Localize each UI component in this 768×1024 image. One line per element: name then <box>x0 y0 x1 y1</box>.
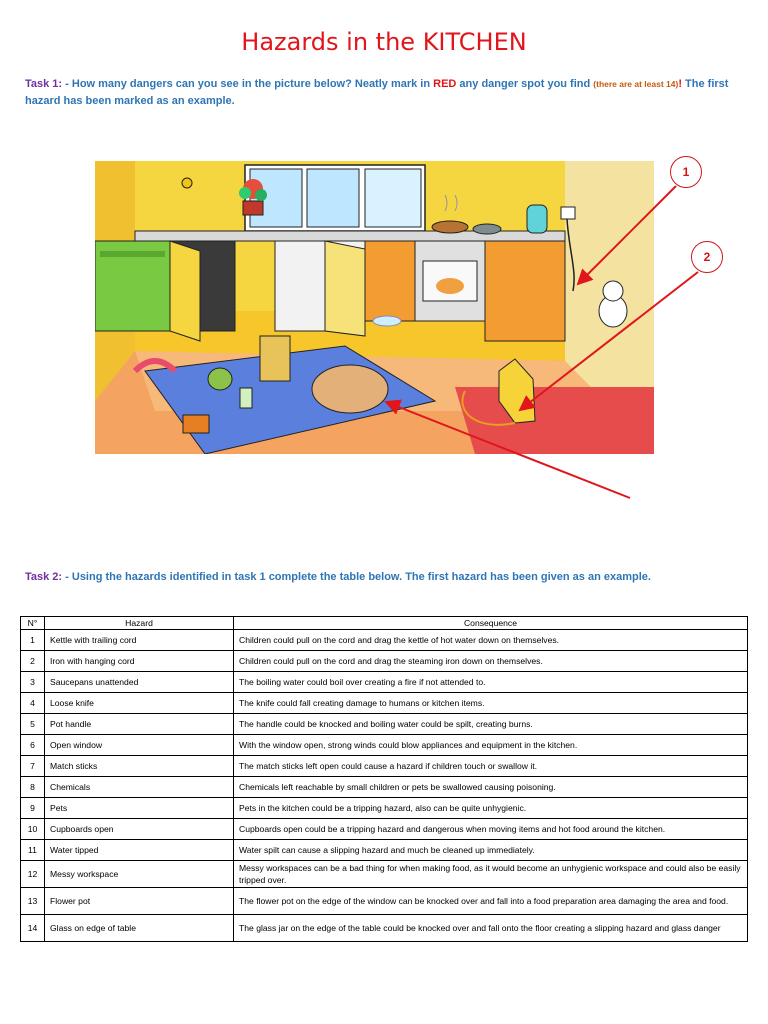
table-row <box>21 798 748 819</box>
row-number: 10 <box>21 819 45 840</box>
row-consequence: With the window open, strong winds could blow appliances and equipment in the kitchen. <box>234 735 748 756</box>
callout-1: 1 <box>670 156 702 188</box>
task-1-text-c: The first hazard has been marked as an example. <box>25 78 729 107</box>
task-1-text-b: any danger spot you find <box>456 78 594 90</box>
header-number: N° <box>21 617 45 630</box>
row-consequence: The knife could fall creating damage to humans or kitchen items. <box>234 693 748 714</box>
row-hazard: Loose knife <box>45 693 234 714</box>
row-number: 7 <box>21 756 45 777</box>
task-1-instructions <box>25 76 743 110</box>
row-consequence: The match sticks left open could cause a hazard if children touch or swallow it. <box>234 756 748 777</box>
table-row <box>21 735 748 756</box>
task-2-instructions <box>25 569 743 586</box>
row-hazard: Match sticks <box>45 756 234 777</box>
task-1-exclamation: ! <box>678 78 682 90</box>
row-consequence: Cupboards open could be a tripping hazard and dangerous when moving items and hot food around the kitchen. <box>234 819 748 840</box>
row-number: 2 <box>21 651 45 672</box>
table-row <box>21 693 748 714</box>
task-2-label: Task 2: <box>25 571 63 583</box>
row-number: 9 <box>21 798 45 819</box>
row-hazard: Chemicals <box>45 777 234 798</box>
task-1-text-a: - How many dangers can you see in the picture below? Neatly mark in <box>62 78 434 90</box>
table-row <box>21 756 748 777</box>
row-consequence: The boiling water could boil over creating a fire if not attended to. <box>234 672 748 693</box>
row-hazard: Iron with hanging cord <box>45 651 234 672</box>
task-1-red-word: RED <box>433 78 457 90</box>
table-row <box>21 630 748 651</box>
row-number: 6 <box>21 735 45 756</box>
row-consequence: Children could pull on the cord and drag the kettle of hot water down on themselves. <box>234 630 748 651</box>
row-number: 14 <box>21 915 45 942</box>
row-hazard: Kettle with trailing cord <box>45 630 234 651</box>
row-number: 11 <box>21 840 45 861</box>
row-consequence: Messy workspaces can be a bad thing for when making food, as it would become an unhygienic workspace and could also be easily tripped over. <box>234 861 748 888</box>
row-hazard: Pets <box>45 798 234 819</box>
table-row <box>21 777 748 798</box>
row-consequence: The handle could be knocked and boiling water could be spilt, creating burns. <box>234 714 748 735</box>
row-hazard: Pot handle <box>45 714 234 735</box>
row-hazard: Cupboards open <box>45 819 234 840</box>
table-row <box>21 714 748 735</box>
row-number: 1 <box>21 630 45 651</box>
row-hazard: Flower pot <box>45 888 234 915</box>
hazard-table <box>20 616 748 942</box>
row-consequence: The glass jar on the edge of the table could be knocked over and fall onto the floor creating a slipping hazard and glass danger <box>234 915 748 942</box>
row-number: 5 <box>21 714 45 735</box>
table-row <box>21 651 748 672</box>
table-row <box>21 840 748 861</box>
row-consequence: Chemicals left reachable by small children or pets be swallowed causing poisoning. <box>234 777 748 798</box>
row-number: 3 <box>21 672 45 693</box>
row-hazard: Glass on edge of table <box>45 915 234 942</box>
callout-2: 2 <box>691 241 723 273</box>
header-consequence: Consequence <box>234 617 748 630</box>
task-1-note: (there are at least 14) <box>593 79 679 89</box>
kitchen-illustration <box>95 161 654 454</box>
row-hazard: Messy workspace <box>45 861 234 888</box>
table-row <box>21 672 748 693</box>
cat <box>599 281 627 327</box>
row-number: 13 <box>21 888 45 915</box>
window <box>245 165 425 231</box>
row-number: 8 <box>21 777 45 798</box>
task-2-text: - Using the hazards identified in task 1 complete the table below. The first hazard has been given as an example. <box>62 571 651 583</box>
task-1-label: Task 1: <box>25 78 63 90</box>
row-hazard: Water tipped <box>45 840 234 861</box>
row-consequence: Pets in the kitchen could be a tripping hazard, also can be quite unhygienic. <box>234 798 748 819</box>
oven <box>415 241 485 321</box>
table-header-row <box>21 617 748 630</box>
page-title: Hazards in the KITCHEN <box>241 28 527 56</box>
row-number: 12 <box>21 861 45 888</box>
table-row <box>21 861 748 888</box>
row-consequence: Water spilt can cause a slipping hazard and much be cleaned up immediately. <box>234 840 748 861</box>
row-hazard: Saucepans unattended <box>45 672 234 693</box>
table-row <box>21 888 748 915</box>
row-number: 4 <box>21 693 45 714</box>
row-consequence: The flower pot on the edge of the window can be knocked over and fall into a food preparation area damaging the area and food. <box>234 888 748 915</box>
row-consequence: Children could pull on the cord and drag the steaming iron down on themselves. <box>234 651 748 672</box>
table-row <box>21 819 748 840</box>
table-row <box>21 915 748 942</box>
row-hazard: Open window <box>45 735 234 756</box>
header-hazard: Hazard <box>45 617 234 630</box>
